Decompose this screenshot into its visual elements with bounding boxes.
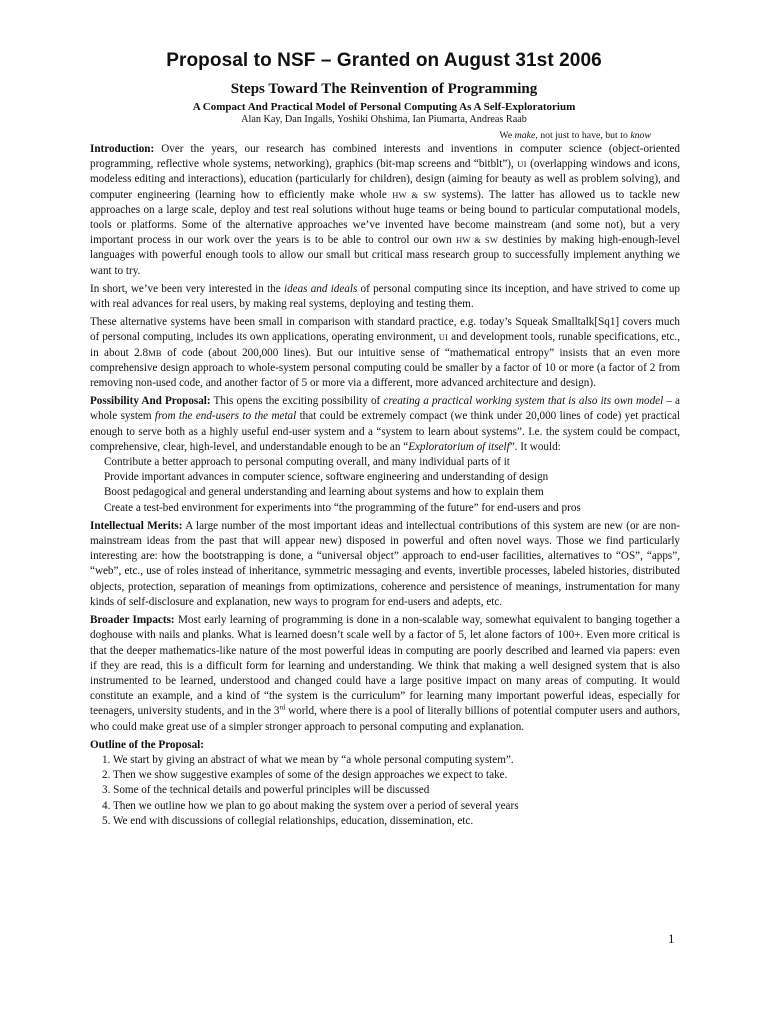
- intellectual-merits-paragraph: [90, 519, 680, 610]
- author-list: Alan Kay, Dan Ingalls, Yoshiki Ohshima, Ian Piumarta, Andreas Raab: [241, 114, 527, 125]
- possibility-em-3: Exploratorium of itself: [408, 440, 510, 453]
- systems-size-paragraph: [90, 315, 680, 391]
- impacts-text-1: Most early learning of programming is done in a non-scalable way, somewhat equivalent to banging together a doghouse with nails and planks. What is learned doesn’t scale well by a factor of 5, let alone factors of 100+. Even more critical is that the deeper mathematics-like nature of the most powerful ideas in computing are poorly described and learned via papers: even if they are read, this is a difficult form for learning and understanding. We think that making a well designed system that is also instrumented to be learned, understood and changed could have a large positive impact on many areas of computing. It would constitute an example, and a kind of “the system is the curriculum” for learning many important powerful ideas, especially for teenagers, university students, and in the 3: [90, 614, 680, 718]
- introduction-heading: Introduction:: [90, 143, 155, 155]
- intro-text-2: (overlapping windows and icons, modeless editing and interactions), education (particularly for children), design (aiming for beauty as well as problem solving), and computer engineering (learning how to efficiently make whole: [90, 158, 680, 201]
- possibility-text-4: ”. It would:: [509, 440, 561, 453]
- p2-text-2: of personal computing since its inception, and have strived to come up with real advances for real users, by making real systems, deploying and testing them.: [90, 282, 680, 311]
- list-item: 1. We start by giving an abstract of what we mean by “a whole personal computing system”.: [102, 753, 514, 766]
- impacts-text-2: world, where there is a pool of literally billions of potential computer users and authors, who could make great use of a simpler stronger approach to personal computing and explanation.: [90, 705, 680, 733]
- list-item: Boost pedagogical and general understanding and learning about systems and how to explain them: [104, 486, 544, 499]
- goals-list: [90, 455, 680, 516]
- p3-text-2: and development tools, runable specifications, etc., in about 2.8: [90, 331, 680, 359]
- impacts-heading: Broader Impacts:: [90, 614, 175, 627]
- list-item: Provide important advances in computer science, software engineering and understanding of design: [104, 471, 549, 484]
- introduction-paragraph: [90, 142, 680, 279]
- document-body: [90, 142, 680, 829]
- motto: [499, 130, 651, 141]
- possibility-text-3: that could be extremely compact (we think under 20,000 lines of code) yet practical enough to serve both as a highly useful end-user system and a “system to learn about systems”. I.e. the system could be compact, comprehensive, clear, high-level, and understandable enough to be an “: [90, 410, 680, 453]
- list-item: 3. Some of the technical details and powerful principles will be discussed: [102, 784, 430, 797]
- impacts-sup: rd: [279, 703, 286, 712]
- possibility-text-2: – a whole system: [90, 395, 680, 423]
- possibility-paragraph: [90, 394, 680, 455]
- list-item: 2. Then we show suggestive examples of some of the design approaches we expect to take.: [102, 769, 508, 782]
- possibility-em-1: creating a practical working system that is also its own model: [383, 395, 664, 408]
- list-item: 5. We end with discussions of collegial relationships, education, dissemination, etc.: [102, 814, 474, 827]
- header-title: Proposal to NSF – Granted on August 31st 2006: [166, 50, 602, 71]
- intro-text-3: systems). The latter has allowed us to tackle new approaches on a large scale, deploy and test real solutions without huge teams or being bound to particular computational models, tools or platforms. Some of the alternative approaches we’ve invented have become mainstream (and some not), but a very important process in our work over the years is to be able to control our own: [90, 188, 680, 247]
- possibility-heading: Possibility And Proposal:: [90, 395, 211, 408]
- motto-know: know: [630, 130, 651, 141]
- page-number: 1: [668, 931, 675, 946]
- intro-ui: UI: [517, 159, 527, 170]
- paper-subtitle: A Compact And Practical Model of Personal Computing As A Self-Exploratorium: [192, 101, 576, 113]
- p3-mb: MB: [148, 347, 162, 358]
- motto-make: make: [514, 130, 536, 141]
- outline-heading: Outline of the Proposal:: [90, 738, 204, 751]
- merits-heading: Intellectual Merits:: [90, 519, 183, 532]
- possibility-text-1: This opens the exciting possibility of: [210, 395, 384, 408]
- intro-amp: &: [470, 235, 485, 246]
- motto-text-2: , not just to have, but to: [535, 130, 631, 141]
- intro-text-4: destinies by making high-enough-level languages with powerful enough tools to allow our small but critical mass research group to successfully implement anything we want to try.: [90, 234, 680, 277]
- p3-ui: UI: [438, 332, 449, 343]
- p3-text-3: of code (about 200,000 lines). But our intuitive sense of “mathematical entropy” insists that an even more comprehensive design approach to whole-system personal computing could be smaller by a factor of 10 or more (a factor of 2 from removing non-used code, and another factor of 5 or more via a different, more advanced architecture and design).: [90, 346, 680, 390]
- p2-em: ideas and ideals: [283, 282, 358, 295]
- possibility-em-2: from the end-users to the metal: [154, 410, 297, 423]
- p3-text-1: These alternative systems have been small in comparison with standard practice, e.g. today’s Squeak Smalltalk[Sq1] covers much of personal computing, includes its own applications, operating environment,: [90, 316, 680, 344]
- list-item: Contribute a better approach to personal computing overall, and many individual parts of it: [104, 456, 510, 469]
- list-item: Create a test-bed environment for experiments into “the programming of the future” for end-users and pros: [104, 501, 581, 514]
- broader-impacts-paragraph: [90, 613, 680, 735]
- paper-title: Steps Toward The Reinvention of Programming: [230, 81, 538, 97]
- motto-text-1: We: [499, 130, 515, 141]
- p2-text-1: In short, we’ve been very interested in the: [90, 282, 284, 295]
- intro-hwsw: HW & SW: [392, 189, 437, 200]
- intro-sw: SW: [484, 235, 499, 246]
- merits-text: A large number of the most important ideas and intellectual contributions of this system are new (or are non-mainstream ideas from the past that will appear new) disposed in powerful and often novel ways. Those we find particularly interesting are: how the bootstrapping is done, a “universal object” approach to end-user facilities, alternatives to “OS”, “apps”, “web”, etc., use of roles instead of inheritance, symmetric messaging and events, invertible processes, labeled histories, distributed objects, protection, separation of meanings from optimizations, coherence and persistence of meanings, instrumentation for many kinds of self-disclosure and explanation, new ways to program for end-users and adepts, etc.: [90, 519, 680, 608]
- intro-text-1: Over the years, our research has combined interests and inventions in computer science (object-oriented programming, reflective whole systems, networking), graphics (bit-map screens and “bitblt”),: [90, 143, 680, 171]
- list-item: 4. Then we outline how we plan to go about making the system over a period of several years: [102, 799, 519, 812]
- outline-list: [90, 753, 680, 829]
- intro-hw: HW: [455, 235, 471, 246]
- ideas-paragraph: [90, 282, 680, 312]
